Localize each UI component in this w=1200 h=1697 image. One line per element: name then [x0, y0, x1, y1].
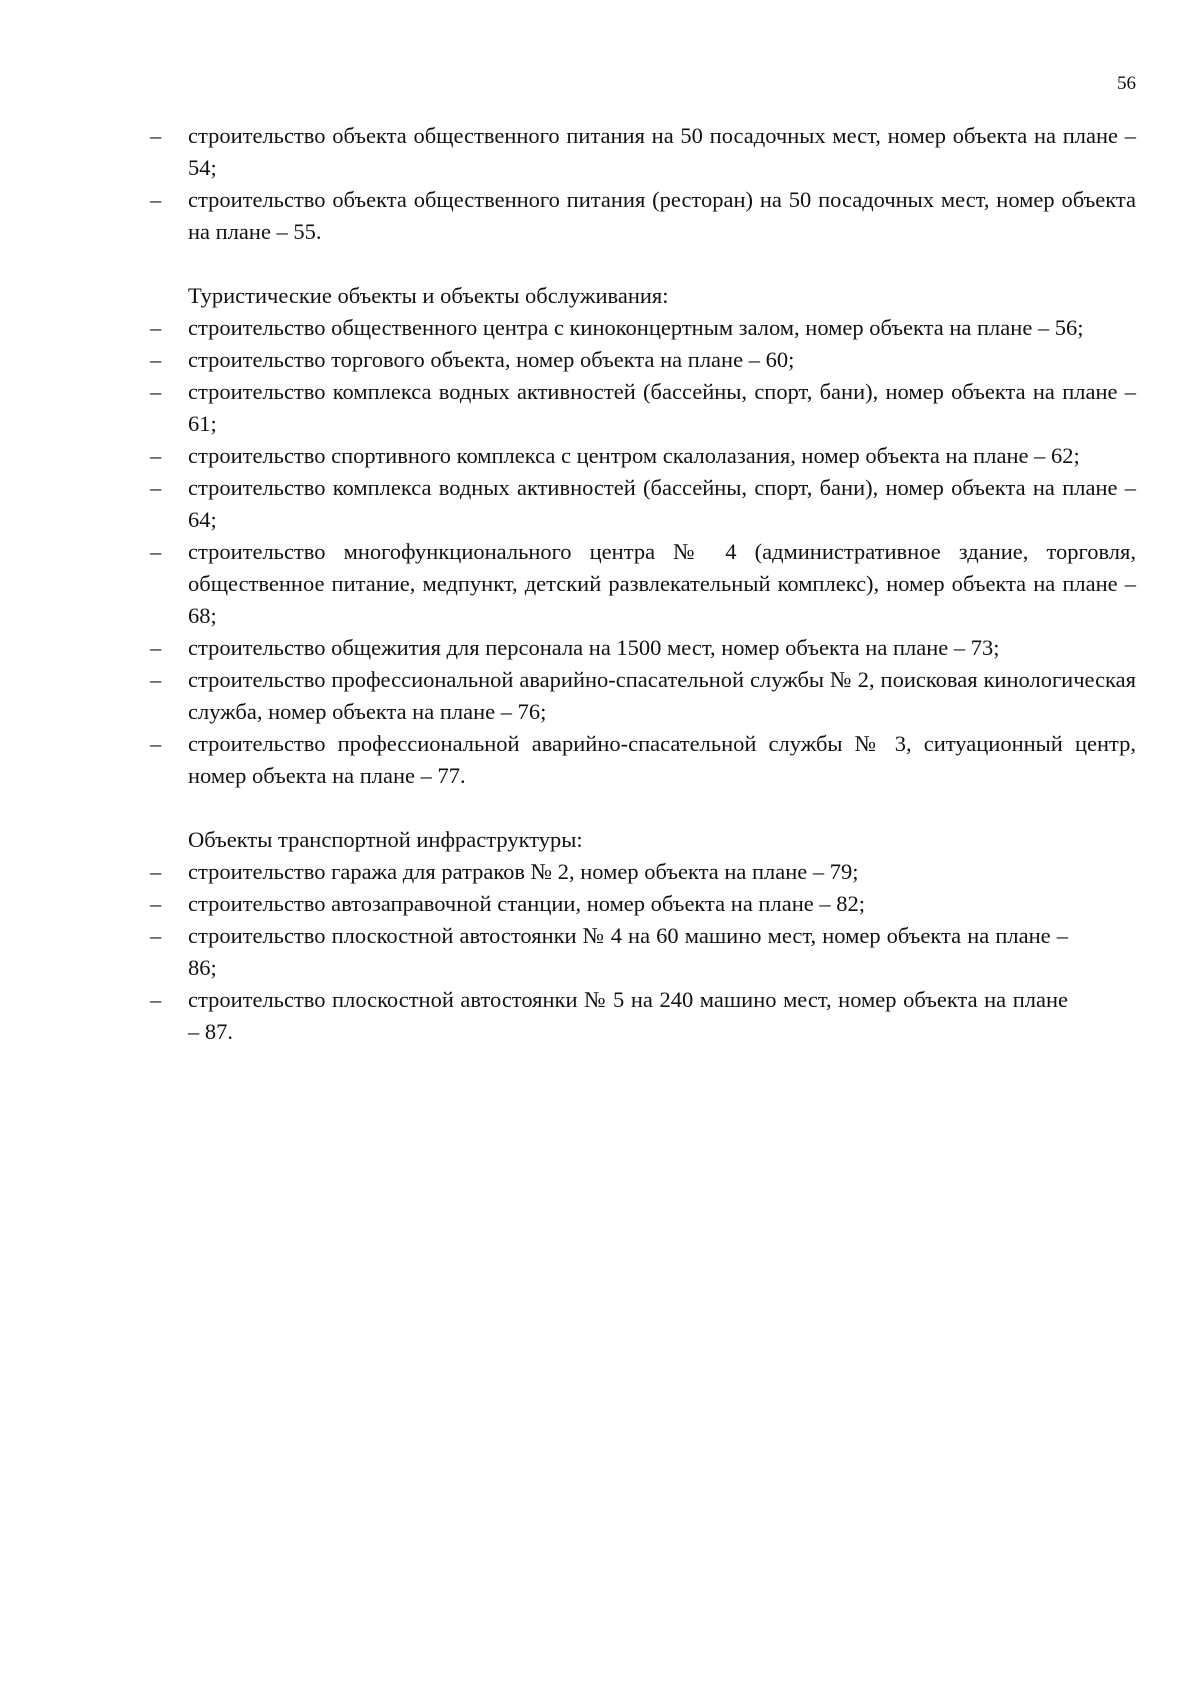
section-heading-tourist: Туристические объекты и объекты обслуживания: — [188, 283, 669, 308]
list-item-text: строительство многофункционального центра № 4 (административное здание, торговля, общественное питание, медпункт, детский развлекательный комплекс), номер объекта на плане – 68; — [188, 539, 1136, 628]
list-item-text: строительство профессиональной аварийно-спасательной службы № 3, ситуационный центр, номер объекта на плане – 77. — [188, 731, 1136, 788]
list-item — [150, 664, 1136, 728]
list-item — [150, 472, 1136, 536]
list-item — [150, 632, 1136, 664]
dash-bullet: – — [150, 635, 162, 660]
section-list-food — [150, 120, 1136, 248]
dash-bullet: – — [150, 859, 162, 884]
list-item — [150, 536, 1136, 632]
list-item — [150, 344, 1136, 376]
list-item — [150, 984, 1136, 1048]
list-item — [150, 856, 1136, 888]
section-list-transport — [150, 856, 1136, 1048]
dash-bullet: – — [150, 891, 162, 916]
dash-bullet: – — [150, 475, 162, 500]
dash-bullet: – — [150, 731, 162, 756]
list-item — [150, 728, 1136, 792]
list-item — [150, 440, 1136, 472]
dash-bullet: – — [150, 379, 162, 404]
dash-bullet: – — [150, 987, 162, 1012]
page-number: 56 — [1117, 73, 1136, 94]
list-item-text: строительство спортивного комплекса с центром скалолазания, номер объекта на плане – 62; — [188, 443, 1080, 468]
list-item — [150, 376, 1136, 440]
list-item-text: строительство комплекса водных активностей (бассейны, спорт, бани), номер объекта на плане – 64; — [188, 475, 1136, 532]
list-item-text: строительство объекта общественного питания (ресторан) на 50 посадочных мест, номер объекта на плане – 55. — [188, 187, 1136, 244]
section-list-tourist — [150, 312, 1136, 792]
list-item-text: строительство общественного центра с киноконцертным залом, номер объекта на плане – 56; — [188, 315, 1084, 340]
dash-bullet: – — [150, 923, 162, 948]
dash-bullet: – — [150, 443, 162, 468]
list-item-text: строительство плоскостной автостоянки № 5 на 240 машино мест, номер объекта на плане – 87. — [188, 987, 1068, 1044]
list-item-text: строительство автозаправочной станции, номер объекта на плане – 82; — [188, 891, 865, 916]
list-item-text: строительство общежития для персонала на 1500 мест, номер объекта на плане – 73; — [188, 635, 1000, 660]
dash-bullet: – — [150, 539, 162, 564]
list-item — [150, 184, 1136, 248]
document-body — [150, 120, 1136, 1048]
list-item — [150, 888, 1136, 920]
dash-bullet: – — [150, 667, 162, 692]
list-item — [150, 312, 1136, 344]
list-item — [150, 920, 1136, 984]
list-item-text: строительство комплекса водных активностей (бассейны, спорт, бани), номер объекта на плане – 61; — [188, 379, 1136, 436]
list-item — [150, 120, 1136, 184]
list-item-text: строительство плоскостной автостоянки № 4 на 60 машино мест, номер объекта на плане – 86; — [188, 923, 1068, 980]
dash-bullet: – — [150, 315, 162, 340]
list-item-text: строительство профессиональной аварийно-спасательной службы № 2, поисковая кинологическая служба, номер объекта на плане – 76; — [188, 667, 1136, 724]
list-item-text: строительство объекта общественного питания на 50 посадочных мест, номер объекта на плане – 54; — [188, 123, 1136, 180]
list-item-text: строительство гаража для ратраков № 2, номер объекта на плане – 79; — [188, 859, 859, 884]
list-item-text: строительство торгового объекта, номер объекта на плане – 60; — [188, 347, 795, 372]
dash-bullet: – — [150, 347, 162, 372]
dash-bullet: – — [150, 123, 162, 148]
dash-bullet: – — [150, 187, 162, 212]
section-heading-transport: Объекты транспортной инфраструктуры: — [188, 827, 583, 852]
